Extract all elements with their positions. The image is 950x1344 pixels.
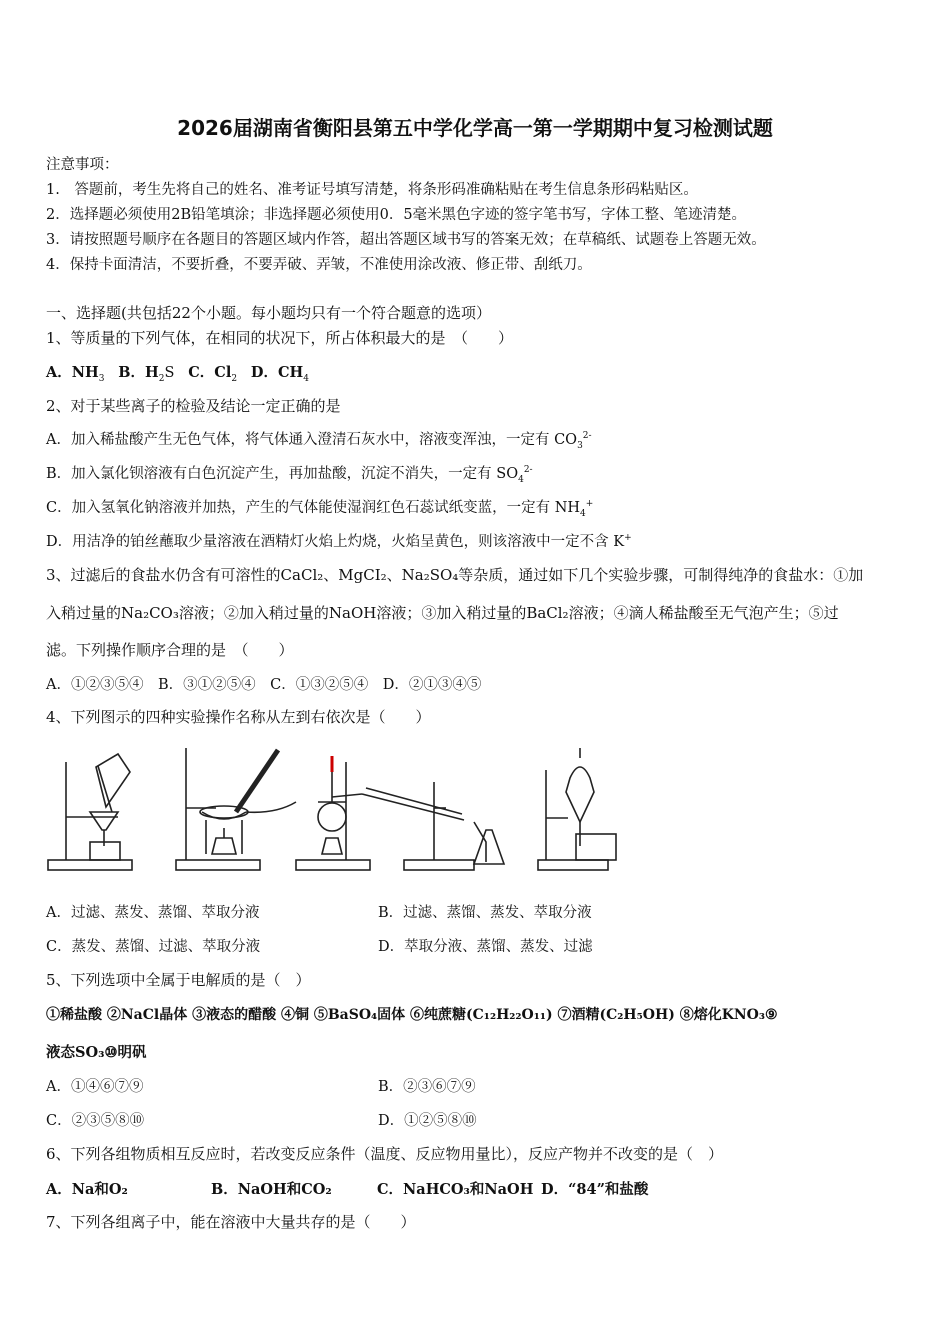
question-5-option-a: A．①④⑥⑦⑨ <box>46 1079 144 1095</box>
question-5-list-1: ①稀盐酸 ②NaCl晶体 ③液态的醋酸 ④铜 ⑤BaSO₄固体 ⑥纯蔗糖(C₁₂H₂₂O₁₁) ⑦酒精(C₂H₅OH) ⑧熔化KNO₃⑨ <box>46 1007 778 1023</box>
question-2-option-d: D．用洁净的铂丝蘸取少量溶液在酒精灯火焰上灼烧，火焰呈黄色，则该溶液中一定不含 K+ <box>46 533 632 550</box>
question-2-option-a: A．加入稀盐酸产生无色气体，将气体通入澄清石灰水中，溶液变浑浊，一定有 $CO_3^{2-}$ <box>46 431 592 451</box>
question-3-line-3: 滤。下列操作顺序合理的是 （ ） <box>46 641 294 659</box>
notice-item-3: 3．请按照题号顺序在各题目的答题区域内作答，超出答题区域书写的答案无效；在草稿纸、试题卷上答题无效。 <box>46 232 766 248</box>
question-2-option-b: B．加入氯化钡溶液有白色沉淀产生，再加盐酸，沉淀不消失，一定有 $SO_4^{2-}$ <box>46 465 533 485</box>
lab-apparatus-svg <box>46 742 626 882</box>
distillation-apparatus <box>296 756 504 870</box>
question-4-stem: 4、下列图示的四种实验操作名称从左到右依次是（ ） <box>46 708 431 726</box>
question-6-option-b: B．NaOH和CO₂ <box>211 1181 332 1198</box>
question-6-option-c: C．NaHCO₃和NaOH <box>377 1181 534 1198</box>
question-4-option-b: B．过滤、蒸馏、蒸发、萃取分液 <box>378 905 592 921</box>
question-6-stem: 6、下列各组物质相互反应时，若改变反应条件（温度、反应物用量比），反应产物并不改变的是（ ） <box>46 1145 724 1163</box>
evaporation-apparatus <box>176 748 296 870</box>
notice-item-2: 2．选择题必须使用2B铅笔填涂；非选择题必须使用0．5毫米黑色字迹的签字笔书写，字体工整、笔迹清楚。 <box>46 207 747 223</box>
filtration-apparatus <box>48 754 132 870</box>
question-3-options: A．①②③⑤④ B．③①②⑤④ C．①③②⑤④ D．②①③④⑤ <box>46 677 482 693</box>
page-title: 2026届湖南省衡阳县第五中学化学高一第一学期期中复习检测试题 <box>177 116 773 140</box>
question-1-stem: 1、等质量的下列气体，在相同的状况下，所占体积最大的是 （ ） <box>46 329 514 347</box>
question-5-option-d: D．①②⑤⑧⑩ <box>378 1113 477 1129</box>
notice-heading: 注意事项： <box>46 157 119 173</box>
notice-item-1: 1. 答题前，考生先将自己的姓名、准考证号填写清楚，将条形码准确粘贴在考生信息条形码粘贴区。 <box>46 182 698 198</box>
question-6-option-a: A．Na和O₂ <box>46 1181 128 1198</box>
lab-apparatus-figures <box>46 742 626 882</box>
separatory-funnel-apparatus <box>538 748 616 870</box>
question-3-line-1: 3、过滤后的食盐水仍含有可溶性的CaCl₂、MgCI₂、Na₂SO₄等杂质，通过如下几个实验步骤，可制得纯净的食盐水：①加 <box>46 566 864 584</box>
question-3-line-2: 入稍过量的Na₂CO₃溶液；②加入稍过量的NaOH溶液；③加入稍过量的BaCl₂溶液；④滴人稀盐酸至无气泡产生；⑤过 <box>46 604 839 622</box>
question-4-option-a: A．过滤、蒸发、蒸馏、萃取分液 <box>46 905 260 921</box>
question-5-stem: 5、下列选项中全属于电解质的是（ ） <box>46 971 311 989</box>
question-1-options: A．$NH_3$ B．$H_2S$ C．$Cl_2$ D．$CH_4$ <box>46 364 309 384</box>
question-5-option-b: B．②③⑥⑦⑨ <box>378 1079 476 1095</box>
question-7-stem: 7、下列各组离子中，能在溶液中大量共存的是（ ） <box>46 1213 416 1231</box>
question-4-option-d: D．萃取分液、蒸馏、蒸发、过滤 <box>378 939 593 955</box>
question-6-option-d: D．“84”和盐酸 <box>541 1181 649 1198</box>
question-4-option-c: C．蒸发、蒸馏、过滤、萃取分液 <box>46 939 261 955</box>
question-2-stem: 2、对于某些离子的检验及结论一定正确的是 <box>46 397 341 415</box>
question-2-option-c: C．加入氢氧化钠溶液并加热，产生的气体能使湿润红色石蕊试纸变蓝，一定有 $NH_4^+$ <box>46 499 594 519</box>
notice-item-4: 4．保持卡面清洁，不要折叠，不要弄破、弄皱，不准使用涂改液、修正带、刮纸刀。 <box>46 257 592 273</box>
question-5-option-c: C．②③⑤⑧⑩ <box>46 1113 145 1129</box>
section-heading: 一、选择题(共包括22个小题。每小题均只有一个符合题意的选项） <box>46 304 491 322</box>
question-5-list-2: 液态SO₃⑩明矾 <box>46 1044 147 1061</box>
